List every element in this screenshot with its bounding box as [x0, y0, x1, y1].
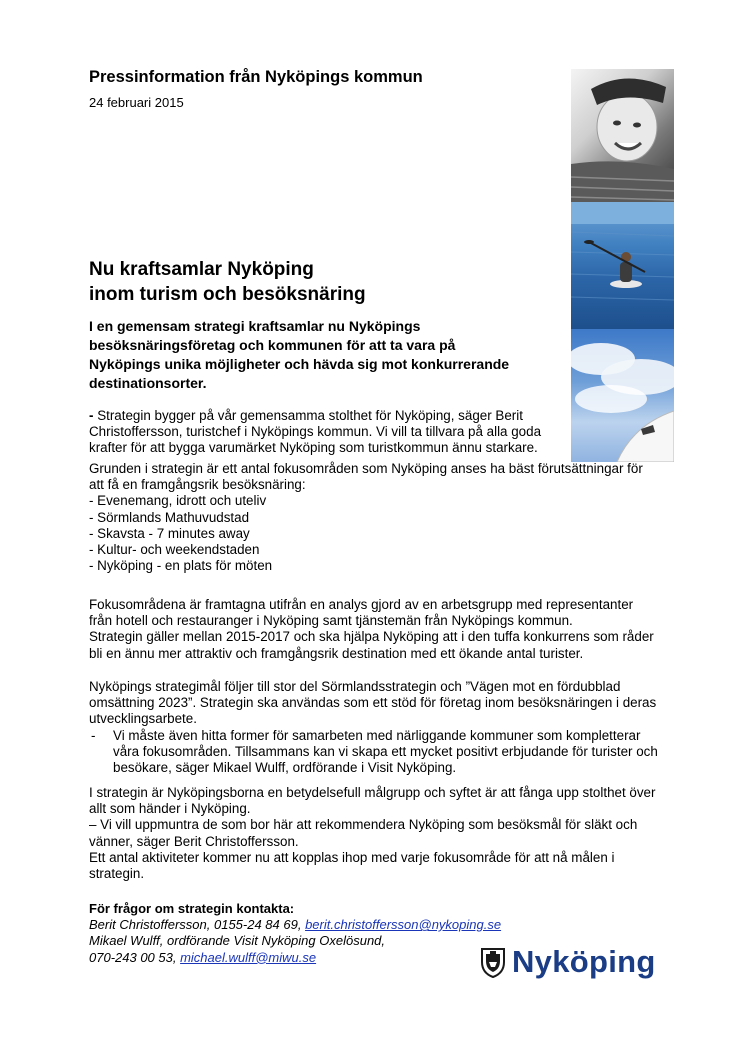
goals-quote-line: Vi måste även hitta former för samarbeten med närliggande kommuner som kompletterar	[113, 727, 641, 743]
intro-line: Christoffersson, turistchef i Nyköpings kommun. Vi vill ta tillvara på alla goda	[89, 424, 542, 440]
intro-paragraph	[89, 408, 559, 457]
headline-line: inom turism och besöksnäring	[89, 284, 366, 305]
contact-phone-text: 070-243 00 53,	[89, 949, 181, 965]
residents-line: vänner, säger Berit Christoffersson.	[89, 833, 299, 849]
residents-line: I strategin är Nyköpingsborna en betydelsefull målgrupp och syftet är att fånga upp stolthet över	[89, 785, 656, 800]
goals-quote-dash: -	[91, 727, 96, 743]
analysis-paragraph	[89, 597, 679, 662]
headline-line: Nu kraftsamlar Nyköping	[89, 259, 314, 280]
goals-line: utvecklingsarbete.	[89, 711, 197, 727]
analysis-line: från hotell och restauranger i Nyköping samt tjänstemän från Nyköpings kommun.	[89, 613, 573, 629]
mikael-email-link[interactable]: michael.wulff@miwu.se	[180, 949, 317, 965]
residents-line: allt som händer i Nyköping.	[89, 801, 251, 817]
contact-berit-text: Berit Christoffersson, 0155-24 84 69,	[89, 917, 306, 933]
focus-list-item: - Sörmlands Mathuvudstad	[89, 509, 250, 525]
intro-line	[89, 408, 559, 424]
goals-line: omsättning 2023”. Strategin ska användas som ett stöd för företag inom besöksnäringen i deras	[89, 695, 657, 711]
lead-line: destinationsorter.	[89, 375, 207, 391]
press-release-title: Pressinformation från Nyköpings kommun	[89, 68, 423, 86]
logo-text: Nyköping	[512, 944, 656, 979]
goals-paragraph	[89, 679, 679, 776]
coat-of-arms-icon	[480, 946, 506, 978]
intro-dash: -	[89, 408, 94, 423]
focus-line: att få en framgångsrik besöksnäring:	[89, 477, 306, 493]
lead-line: besöksnäringsföretag och kommunen för att ta vara på	[89, 337, 456, 353]
contact-line-mikael: Mikael Wulff, ordförande Visit Nyköping Oxelösund,	[89, 933, 386, 949]
residents-line: strategin.	[89, 866, 145, 882]
contact-heading: För frågor om strategin kontakta:	[89, 901, 295, 916]
goals-quote-line: besökare, säger Mikael Wulff, ordförande i Visit Nyköping.	[113, 760, 457, 776]
boy-photo	[571, 69, 674, 202]
focus-paragraph	[89, 461, 679, 574]
lead-line: Nyköpings unika möjligheter och hävda sig mot konkurrerande	[89, 356, 510, 372]
kayak-photo	[571, 202, 674, 329]
focus-line: Grunden i strategin är ett antal fokusområden som Nyköping anses ha bäst förutsättningar för	[89, 461, 643, 476]
residents-line: – Vi vill uppmuntra de som bor här att rekommendera Nyköping som besöksmål för släkt och	[89, 817, 638, 833]
headline	[89, 257, 559, 307]
goals-line: Nyköpings strategimål följer till stor del Sörmlandsstrategin och ”Vägen mot en fördubblad	[89, 679, 621, 694]
focus-list-item: - Evenemang, idrott och uteliv	[89, 493, 267, 509]
contact-line-berit	[89, 917, 549, 933]
lead-line: I en gemensam strategi kraftsamlar nu Nyköpings	[89, 318, 421, 334]
focus-list-item: - Skavsta - 7 minutes away	[89, 525, 250, 541]
sky-airplane-photo	[571, 329, 674, 462]
goals-quote-line: våra fokusområden. Tillsammans kan vi skapa ett mycket positivt erbjudande för turister och	[113, 743, 658, 759]
focus-list-item: - Nyköping - en plats för möten	[89, 558, 273, 574]
analysis-line: Fokusområdena är framtagna utifrån en analys gjord av en arbetsgrupp med representanter	[89, 597, 634, 612]
berit-email-link[interactable]: berit.christoffersson@nykoping.se	[305, 917, 502, 933]
analysis-line: Strategin gäller mellan 2015-2017 och ska hjälpa Nyköping att i den tuffa konkurrens som råder	[89, 629, 654, 645]
goals-quote	[89, 728, 679, 777]
intro-line: krafter för att bygga varumärket Nyköping som turistkommun ännu starkare.	[89, 440, 538, 456]
nykoping-logo	[480, 942, 656, 982]
press-release-date: 24 februari 2015	[89, 95, 184, 110]
residents-line: Ett antal aktiviteter kommer nu att kopplas ihop med varje fokusområde för att nå målen i	[89, 849, 615, 865]
intro-line-text: Strategin bygger på vår gemensamma stolthet för Nyköping, säger Berit	[93, 408, 523, 423]
focus-list-item: - Kultur- och weekendstaden	[89, 542, 260, 558]
lead-paragraph	[89, 317, 559, 393]
analysis-line: bli en ännu mer attraktiv och framgångsrik destination med ett ökande antal turister.	[89, 645, 584, 661]
residents-paragraph	[89, 785, 679, 882]
